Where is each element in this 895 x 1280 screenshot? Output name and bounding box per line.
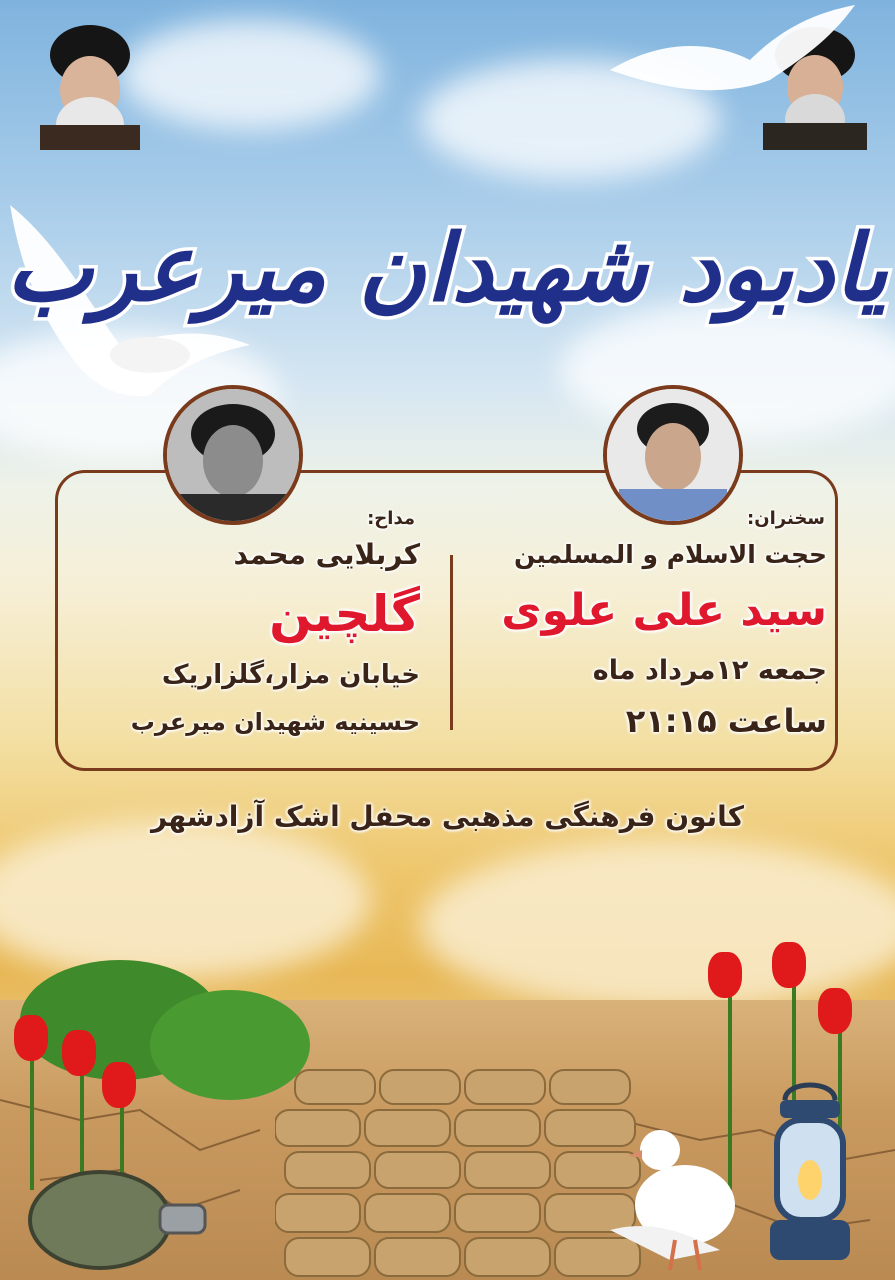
performer-title: کربلایی محمد	[233, 538, 420, 571]
canteen-icon	[20, 1150, 220, 1275]
martyr-photo-left	[163, 385, 303, 525]
event-time: ساعت ۲۱:۱۵	[625, 702, 827, 740]
speaker-title: حجت الاسلام و المسلمین	[513, 540, 827, 569]
cloud	[0, 820, 370, 980]
tulip-icon	[62, 1030, 96, 1076]
dove-right-icon	[600, 0, 860, 110]
portrait-left-leader	[30, 15, 150, 150]
cloud	[120, 20, 380, 130]
performer-name: گلچین	[269, 585, 420, 643]
martyr-photo-right	[603, 385, 743, 525]
speaker-label: سخنران:	[747, 508, 825, 529]
venue-name: حسینیه شهیدان میرعرب	[130, 708, 420, 736]
organizer-name: کانون فرهنگی مذهبی محفل اشک آزادشهر	[151, 800, 744, 833]
cloud	[420, 840, 895, 1010]
venue-street: خیابان مزار،گلزاریک	[161, 660, 420, 690]
tulip-icon	[708, 952, 742, 998]
lantern-icon	[755, 1080, 865, 1275]
tulip-icon	[772, 942, 806, 988]
tulip-icon	[818, 988, 852, 1034]
frame-divider	[450, 555, 453, 730]
performer-label: مداح:	[367, 508, 415, 529]
tulip-icon	[14, 1015, 48, 1061]
speaker-name: سید علی علوی	[501, 585, 827, 636]
tulip-icon	[102, 1062, 136, 1108]
event-date: جمعه ۱۲مرداد ماه	[592, 655, 827, 686]
event-title-text: یادبود شهیدان میرعرب	[6, 215, 888, 322]
event-title	[0, 150, 895, 390]
dove-ground-icon	[590, 1110, 750, 1275]
